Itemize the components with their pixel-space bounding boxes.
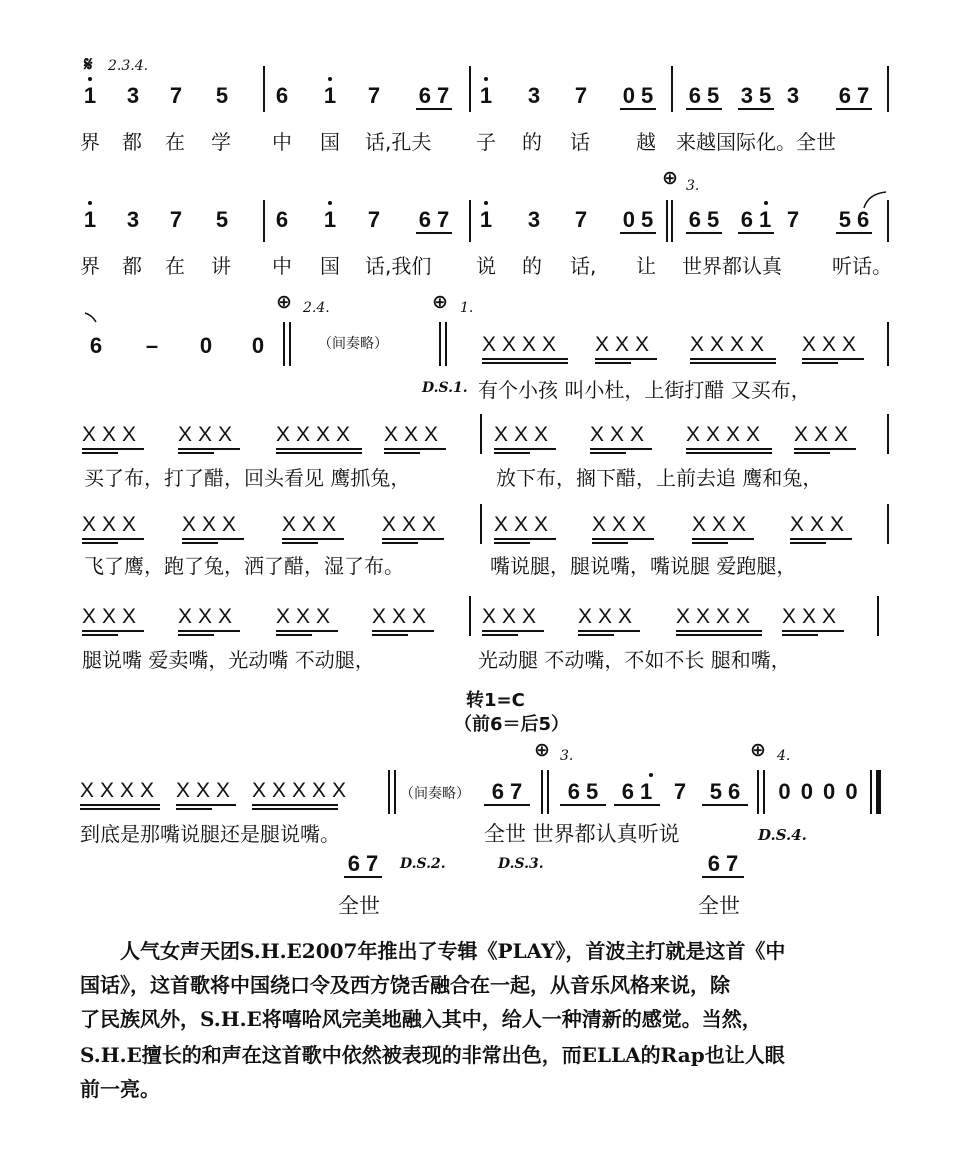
rhythm-group: XXX [282,513,343,536]
lyric: 全世 世界都认真听说 [484,822,680,846]
underline [595,358,657,360]
lyric: 国 [320,254,340,278]
double-bar-line [283,322,285,366]
note-pair: 3 5 [740,83,772,108]
note: 3 [126,83,140,108]
lyric: 来越国际化。全世 [676,130,836,154]
note-pair: 6 7 [491,779,523,804]
lyric: 都 [122,254,142,278]
note: 5 [215,207,229,232]
underline [690,358,776,360]
underline [794,448,856,450]
underline [382,538,444,540]
lyric: 学 [211,130,231,154]
lyric: 世界都认真 [682,254,782,278]
ds-label: D.S.1. [422,380,468,396]
coda-icon: ⊕ [534,739,550,761]
rhythm-group: XXX [692,513,753,536]
note: 6 [275,83,289,108]
key-change-label: 转1=C [466,690,525,711]
note: 1 [478,208,494,232]
underline [620,108,656,110]
rhythm-group: XXXX [276,423,357,446]
underline [782,630,844,632]
tie-icon [84,312,98,324]
lyric: 买了布，打了醋，回头看见 鹰抓兔， [84,466,411,490]
note-pair: 6 7 [347,851,379,876]
paragraph-line: S.H.E擅长的和声在这首歌中依然被表现的非常出色，而ELLA的Rap也让人眼 [80,1043,785,1067]
rhythm-group: XXXX [482,333,563,356]
lyric: 都 [122,130,142,154]
bar-line [887,504,889,544]
underline [282,542,318,544]
double-bar-line [445,322,447,366]
coda-label: 1. [460,300,474,316]
underline [382,542,418,544]
lyric: 到底是那嘴说腿还是腿说嘴。 [80,822,340,846]
underline [276,448,362,450]
rhythm-group: XXX [802,333,863,356]
underline [620,232,656,234]
note-pair: 6 7 [838,83,870,108]
rhythm-group: XXX [384,423,445,446]
ds-label: D.S.2. [400,856,446,872]
coda-label: 3. [686,178,700,194]
underline [252,804,338,806]
underline [692,542,728,544]
note-pair: 0 5 [622,83,654,108]
underline [482,362,568,364]
note: 6 [275,207,289,232]
coda-label: 4. [777,748,791,764]
note: 1 [322,208,338,232]
bar-line [887,200,889,242]
underline [482,358,568,360]
underline [178,630,240,632]
rhythm-group: XXX [82,423,143,446]
underline [614,804,660,806]
underline [560,804,606,806]
underline [372,634,408,636]
note: 6 [89,333,103,358]
underline [690,362,776,364]
rhythm-group: XXX [176,779,237,802]
note: 1 [82,208,98,232]
note-pair: 6 1 [612,780,662,804]
lyric: 说 [476,254,496,278]
underline [686,108,722,110]
underline [692,538,754,540]
note: 1 [82,84,98,108]
underline [384,452,420,454]
rhythm-group: XXX [382,513,443,536]
lyric: 话,我们 [365,254,432,278]
underline [80,808,160,810]
bar-line [469,66,471,112]
underline [82,538,144,540]
underline [178,448,240,450]
rhythm-group: XXX [82,605,143,628]
note: 7 [367,83,381,108]
underline [82,542,118,544]
bar-line [887,66,889,112]
rhythm-group: XXX [82,513,143,536]
double-bar-line [388,770,390,814]
bar-line [263,200,265,242]
note-pair: 6 5 [567,779,599,804]
note: 3 [786,83,800,108]
underline [494,542,530,544]
bar-line [887,322,889,366]
underline [282,538,344,540]
lyric: 子 [476,130,496,154]
lyric: 全世 [698,894,740,918]
underline [178,452,214,454]
rhythm-group: XXX [592,513,653,536]
underline [82,452,118,454]
underline [676,634,762,636]
underline [782,634,818,636]
underline [372,630,434,632]
note-pair: 6 1 [736,208,776,232]
ending-rests: 0 0 0 0 [778,779,860,804]
rhythm-group: XXXX [686,423,767,446]
underline [176,808,212,810]
note: 7 [574,207,588,232]
underline [790,542,826,544]
lyric: 的 [522,254,542,278]
rhythm-group: XXXX [690,333,771,356]
lyric: 光动腿 不动嘴，不如不长 腿和嘴， [478,648,791,672]
rhythm-group: XXXX [676,605,757,628]
bar-line [887,414,889,454]
bar-line [469,200,471,242]
ds-label: D.S.3. [498,856,544,872]
lyric: 界 [80,130,100,154]
ds-label: D.S.4. [758,826,807,844]
rhythm-group: XXX [590,423,651,446]
note: 7 [169,207,183,232]
note-pair: 5 6 [838,207,870,232]
double-bar-line [763,770,765,814]
double-bar-line [439,322,441,366]
double-bar-line [289,322,291,366]
key-change-note: （前6＝后5） [454,714,570,735]
lyric: 话, [570,254,597,278]
underline [178,634,214,636]
underline [590,448,652,450]
rhythm-group: XXX [178,605,239,628]
lyric: 嘴说腿，腿说嘴，嘴说腿 爱跑腿， [490,554,797,578]
double-bar-line [541,770,543,814]
lyric: 腿说嘴 爱卖嘴，光动嘴 不动腿， [82,648,375,672]
underline [276,630,338,632]
double-bar-line [394,770,396,814]
interlude-label: （间奏略） [318,336,388,352]
underline [482,634,518,636]
underline [590,452,626,454]
paragraph-line: 了民族风外，S.H.E将嘻哈风完美地融入其中，给人一种清新的感觉。当然， [80,1007,762,1031]
rhythm-group: XXX [494,513,555,536]
double-bar-line [757,770,759,814]
tie-icon [862,190,888,210]
lyric: 话 [570,130,590,154]
underline [738,108,774,110]
note: 5 [215,83,229,108]
underline [82,634,118,636]
underline [276,452,362,454]
underline [702,804,748,806]
lyric: 放下布，搁下醋，上前去追 鹰和兔， [496,466,823,490]
rhythm-group: XXX [790,513,851,536]
lyric: 在 [165,254,185,278]
coda-label: 3. [560,748,574,764]
note-pair: 6 5 [688,207,720,232]
underline [836,108,872,110]
double-bar-line [547,770,549,814]
coda-icon: ⊕ [276,291,292,313]
note-pair: 6 7 [418,83,450,108]
lyric: 全世 [338,894,380,918]
underline [252,808,338,810]
underline [384,448,446,450]
double-bar-line [666,200,668,242]
paragraph-line: 人气女声天团S.H.E2007年推出了专辑《PLAY》，首波主打就是这首《中 [120,939,786,963]
underline [416,108,452,110]
note: 7 [673,779,687,804]
lyric: 中 [272,130,292,154]
note: 0 [251,333,265,358]
underline [82,630,144,632]
underline [82,448,144,450]
rhythm-group: XXX [782,605,843,628]
note-pair: 0 5 [622,207,654,232]
note: 1 [478,84,494,108]
lyric: 国 [320,130,340,154]
note: 1 [322,84,338,108]
lyric: 讲 [211,254,231,278]
note-pair: 6 7 [707,851,739,876]
rhythm-group: XXX [372,605,433,628]
segno-icon: 𝄋 [84,52,93,76]
rhythm-group: XXX [178,423,239,446]
lyric: 听话。 [832,254,892,278]
underline [494,538,556,540]
rest-dash: – [145,333,159,358]
note-pair: 6 5 [688,83,720,108]
underline [416,232,452,234]
note: 0 [199,333,213,358]
underline [794,452,830,454]
underline [484,804,530,806]
note: 7 [574,83,588,108]
paragraph-line: 前一亮。 [80,1077,160,1101]
lyric: 越 [636,130,656,154]
bar-line [469,596,471,636]
underline [676,630,762,632]
underline [578,630,640,632]
interlude-label: （间奏略） [400,786,470,802]
underline [276,634,312,636]
note-pair: 6 7 [418,207,450,232]
bar-line [263,66,265,112]
rhythm-group: XXX [276,605,337,628]
lyric: 中 [272,254,292,278]
paragraph-line: 国话》，这首歌将中国绕口令及西方饶舌融合在一起，从音乐风格来说，除 [80,973,730,997]
underline [595,362,631,364]
underline [836,232,872,234]
underline [790,538,852,540]
lyric: 界 [80,254,100,278]
bar-line [671,66,673,112]
underline [802,362,838,364]
note: 3 [126,207,140,232]
note: 3 [527,83,541,108]
underline [182,542,218,544]
double-bar-line [671,200,673,242]
rhythm-group: XXX [182,513,243,536]
final-bar-line [876,770,881,814]
coda-icon: ⊕ [750,739,766,761]
underline [592,542,628,544]
coda-label: 2.4. [303,300,330,316]
rhythm-group: XXXXX [252,779,353,802]
underline [578,634,614,636]
lyric: 飞了鹰，跑了兔，洒了醋，湿了布。 [84,554,404,578]
underline [802,358,864,360]
rhythm-group: XXXX [80,779,161,802]
underline [494,448,556,450]
note: 7 [169,83,183,108]
rhythm-group: XXX [482,605,543,628]
underline [686,452,772,454]
underline [592,538,654,540]
segno-label: 2.3.4. [108,58,149,74]
underline [80,804,160,806]
underline [686,232,722,234]
underline [494,452,530,454]
rhythm-group: XXX [794,423,855,446]
lyric: 话,孔夫 [365,130,432,154]
underline [182,538,244,540]
bar-line [480,504,482,544]
rhythm-group: XXX [595,333,656,356]
note: 7 [367,207,381,232]
note: 3 [527,207,541,232]
underline [344,876,382,878]
underline [482,630,544,632]
underline [702,876,744,878]
underline [176,804,236,806]
final-bar-line [870,770,872,814]
note: 7 [786,207,800,232]
lyric: 有个小孩 叫小杜，上街打醋 又买布， [478,378,811,402]
rhythm-group: XXX [494,423,555,446]
underline [738,232,774,234]
lyric: 的 [522,130,542,154]
bar-line [877,596,879,636]
lyric: 在 [165,130,185,154]
underline [686,448,772,450]
rhythm-group: XXX [578,605,639,628]
lyric: 让 [636,254,656,278]
coda-icon: ⊕ [662,167,678,189]
note-pair: 5 6 [709,779,741,804]
coda-icon: ⊕ [432,291,448,313]
bar-line [480,414,482,454]
